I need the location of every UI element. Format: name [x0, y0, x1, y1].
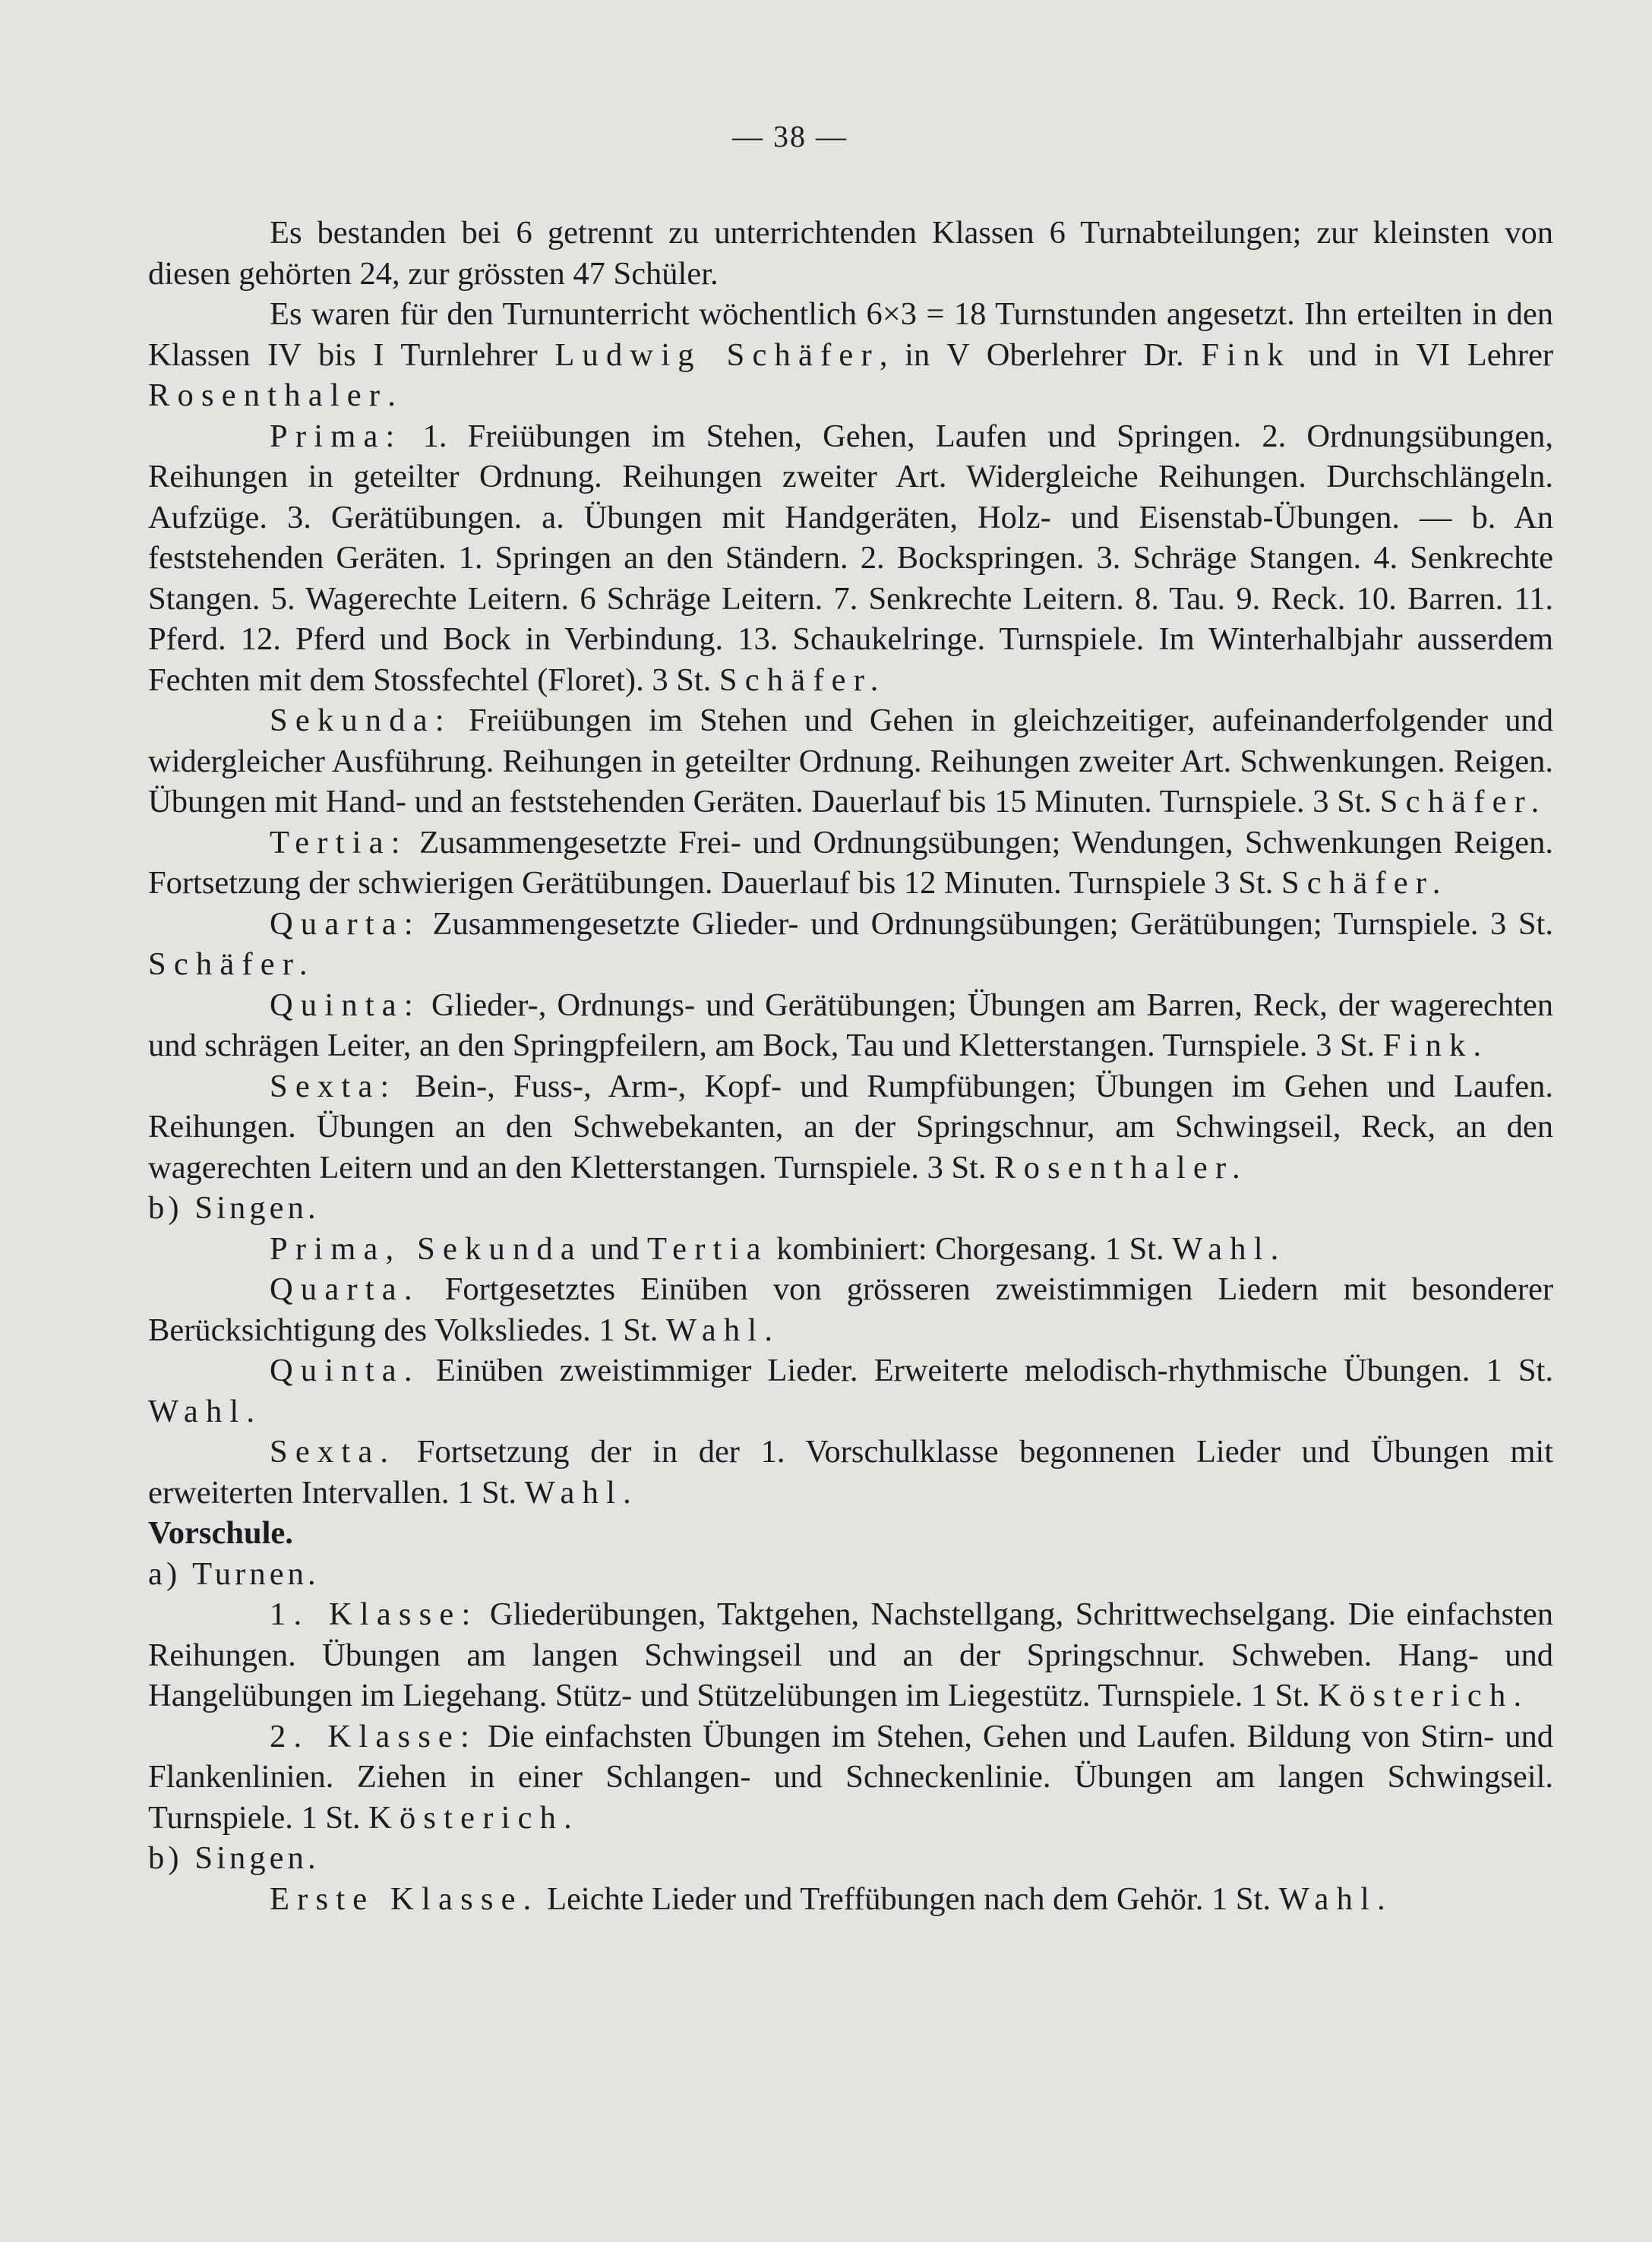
- section-heading-vorschule: Vorschule.: [148, 1515, 293, 1551]
- class-label: Prima, Sekunda: [270, 1230, 583, 1267]
- class-label: Prima:: [270, 418, 403, 454]
- class-label: 2. Klasse:: [270, 1718, 478, 1754]
- class-label: Sekunda:: [270, 703, 452, 738]
- paragraph-turnstunden: Es waren für den Turnunterricht wöchentlich 6×3 = 18 Turnstunden angesetzt. Ihn erteilten in den Klassen IV bis I Turnlehrer Ludwig Schäfer, in V Oberlehrer Dr. Fink und in VI Lehrer Rosenthaler.: [148, 296, 1554, 413]
- class-paragraph-prima: Prima: 1. Freiübungen im Stehen, Gehen, Laufen und Springen. 2. Ordnungsübungen, Reihungen in geteilter Ordnung. Reihungen zweiter Art. Widergleiche Reihungen. Durchschlängeln. Aufzüge. 3. Gerätübungen. a. Übungen mit Handgeräten, Holz- und Eisenstab-Übungen. — b. An feststehenden Geräten. 1. Springen an den Ständern. 2. Bockspringen. 3. Schräge Stangen. 4. Senkrechte Stangen. 5. Wagerechte Leitern. 6 Schräge Leitern. 7. Senkrechte Leitern. 8. Tau. 9. Reck. 10. Barren. 11. Pferd. 12. Pferd und Bock in Verbindung. 13. Schaukelringe. Turnspiele. Im Winterhalbjahr ausserdem Fechten mit dem Stossfechtel (Floret). 3 St. Schäfer.: [148, 418, 1553, 698]
- class-label: Tertia:: [270, 824, 408, 860]
- vorschule-paragraph-klasse-2: 2. Klasse: Die einfachsten Übungen im Stehen, Gehen und Laufen. Bildung von Stirn- und Flankenlinien. Ziehen in einer Schlangen- und Schneckenlinie. Übungen am langen Schwingseil. Turnspiele. 1 St. Kösterich.: [148, 1718, 1553, 1836]
- class-label: Quinta.: [270, 1353, 420, 1388]
- section-heading-vorschule-singen: b) Singen.: [148, 1840, 320, 1876]
- singen-paragraph-sexta: Sexta. Fortsetzung der in der 1. Vorschulklasse begonnenen Lieder und Übungen mit erweiterten Intervallen. 1 St. Wahl.: [148, 1434, 1553, 1511]
- singen-paragraph-quarta: Quarta. Fortgesetztes Einüben von grösseren zweistimmigen Liedern mit besonderer Berücksichtigung des Volksliedes. 1 St. Wahl.: [148, 1271, 1553, 1348]
- teacher-name: Kösterich.: [368, 1799, 580, 1836]
- teacher-name: Schäfer.: [148, 946, 315, 982]
- class-label: Tertia: [646, 1230, 769, 1267]
- page-number: — 38 —: [732, 119, 848, 153]
- teacher-name: Wahl.: [1278, 1880, 1393, 1917]
- teacher-name: Schäfer.: [1379, 784, 1547, 819]
- class-label: Quinta:: [270, 987, 421, 1023]
- section-heading-vorschule-turnen: a) Turnen.: [148, 1555, 320, 1592]
- teacher-name: Wahl.: [524, 1474, 639, 1511]
- teacher-name: Fink.: [1382, 1028, 1489, 1063]
- class-label: Quarta.: [270, 1271, 420, 1307]
- class-label: Erste Klasse.: [270, 1880, 539, 1917]
- vorschule-paragraph-klasse-1: 1. Klasse: Gliederübungen, Taktgehen, Nachstellgang, Schrittwechselgang. Die einfachsten Reihungen. Übungen am langen Schwingseil und an der Springschnur. Schweben. Hang- und Hangelübungen im Liegehang. Stütz- und Stützelübungen im Liegestütz. Turnspiele. 1 St. Kösterich.: [148, 1596, 1553, 1713]
- teacher-name: Rosenthaler: [148, 377, 388, 413]
- class-label: Sexta.: [270, 1434, 396, 1470]
- class-paragraph-tertia: Tertia: Zusammengesetzte Frei- und Ordnungsübungen; Wendungen, Schwenkungen Reigen. Fortsetzung der schwierigen Gerätübungen. Dauerlauf bis 12 Minuten. Turnspiele 3 St. Schäfer.: [148, 824, 1553, 901]
- teacher-name: Schäfer.: [719, 662, 886, 698]
- class-label: 1. Klasse:: [270, 1596, 479, 1632]
- teacher-name: Fink: [1201, 336, 1292, 373]
- teacher-name: Wahl.: [665, 1312, 781, 1348]
- singen-paragraph-oberklassen: Prima, Sekunda und Tertia kombiniert: Chorgesang. 1 St. Wahl.: [270, 1230, 1287, 1267]
- paragraph-turnabteilungen: Es bestanden bei 6 getrennt zu unterrichtenden Klassen 6 Turnabteilungen; zur kleinsten von diesen gehörten 24, zur grössten 47 Schüler.: [148, 215, 1553, 292]
- teacher-name: Wahl.: [1172, 1230, 1287, 1267]
- class-paragraph-quinta: Quinta: Glieder-, Ordnungs- und Gerätübungen; Übungen am Barren, Reck, der wagerechten und schrägen Leiter, an den Springpfeilern, am Bock, Tau und Kletterstangen. Turnspiele. 3 St. Fink.: [148, 987, 1553, 1063]
- vorschule-singen-paragraph: Erste Klasse. Leichte Lieder und Treffübungen nach dem Gehör. 1 St. Wahl.: [270, 1880, 1393, 1917]
- teacher-name: Ludwig Schäfer: [554, 336, 880, 373]
- class-paragraph-quarta: Quarta: Zusammengesetzte Glieder- und Ordnungsübungen; Gerätübungen; Turnspiele. 3 St. Schäfer.: [148, 905, 1553, 982]
- class-label: Quarta:: [270, 905, 421, 942]
- teacher-name: Schäfer.: [1281, 865, 1448, 901]
- body-text: [148, 213, 1553, 1919]
- class-label: Sexta:: [270, 1068, 397, 1104]
- teacher-name: Wahl.: [148, 1393, 263, 1429]
- section-heading-singen: b) Singen.: [148, 1190, 320, 1226]
- class-paragraph-sexta: Sexta: Bein-, Fuss-, Arm-, Kopf- und Rumpfübungen; Übungen im Gehen und Laufen. Reihungen. Übungen an den Schwebekanten, an der Springschnur, am Schwingseil, Reck, an den wagerechten Leitern und an den Kletterstangen. Turnspiele. 3 St. Rosenthaler.: [148, 1068, 1553, 1186]
- teacher-name: Rosenthaler.: [994, 1149, 1248, 1186]
- teacher-name: Kösterich.: [1318, 1678, 1530, 1713]
- class-paragraph-sekunda: Sekunda: Freiübungen im Stehen und Gehen in gleichzeitiger, aufeinanderfolgender und widergleicher Ausführung. Reihungen in geteilter Ordnung. Reihungen zweiter Art. Schwenkungen. Reigen. Übungen mit Hand- und an feststehenden Geräten. Dauerlauf bis 15 Minuten. Turnspiele. 3 St. Schäfer.: [148, 703, 1553, 819]
- singen-paragraph-quinta: Quinta. Einüben zweistimmiger Lieder. Erweiterte melodisch-rhythmische Übungen. 1 St. Wahl.: [148, 1353, 1553, 1429]
